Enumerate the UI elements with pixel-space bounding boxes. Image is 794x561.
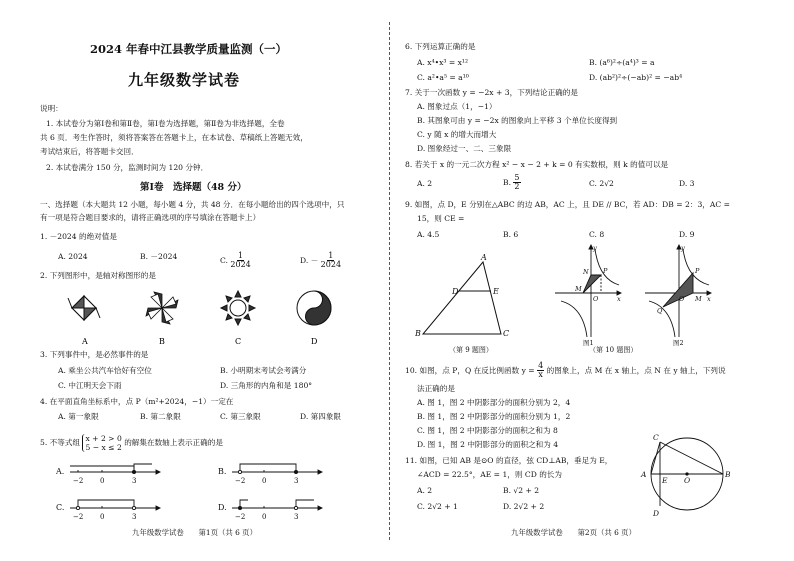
fig10-g1-p: P [603, 267, 608, 275]
q10-denominator: x [538, 370, 543, 380]
q9-option-b: B. 6 [503, 230, 519, 239]
fig10-g1-n: N [583, 268, 589, 276]
q10-option-b: B. 图 1，图 2 中阴影部分的面积分别为 1，2 [417, 412, 571, 421]
exam-page-1 [0, 0, 387, 561]
q6-option-a: A. x⁴•x³ = x¹² [417, 58, 469, 67]
fig11-label-e: E [662, 476, 668, 485]
notes-heading: 说明： [40, 104, 63, 113]
fig10-graph-1 [555, 245, 621, 337]
q5-tick-labels [73, 477, 298, 521]
question-8: 8. 若关于 x 的一元二次方程 x² − x − 2 + k = 0 有实数根，则 k 的值可以是 [405, 160, 669, 169]
fig10-g2-p: P [695, 267, 700, 275]
exam-title: 2024 年春中江县教学质量监测（一） [90, 42, 288, 56]
q11-option-a: A. 2 [417, 486, 433, 495]
q5-option-d-numberline [218, 500, 322, 512]
q10-fraction [537, 362, 544, 380]
q5-inequality-1: x + 2 > 0 [85, 434, 122, 443]
q1-option-c [220, 252, 251, 270]
page-divider [389, 22, 390, 540]
q5-option-c-numberline [56, 500, 160, 512]
q10-option-a: A. 图 1，图 2 中阴影部分的面积分别为 2，4 [417, 398, 571, 407]
q5-a-tick-0: 0 [100, 477, 105, 485]
q8-option-c: C. 2√2 [589, 179, 614, 188]
question-6: 6. 下列运算正确的是 [405, 42, 476, 51]
q1-option-b: B. －2024 [140, 252, 178, 261]
question-11-line-b: ∠ACD = 22.5°，AE = 1，则 CD 的长为 [417, 470, 562, 479]
q2-figures [66, 288, 366, 346]
q5-a-tick-neg2: −2 [73, 477, 84, 485]
q3-option-a: A. 乘坐公共汽车恰好有空位 [58, 366, 152, 375]
q8-b-numerator: 5 [514, 173, 520, 182]
question-5 [40, 434, 223, 452]
question-9-line-a: 9. 如图，点 D，E 分别在△ABC 的边 AB，AC 上，且 DE // BC，若 AD：DB = 2：3，AC = [405, 200, 730, 209]
exam-subtitle: 九年级数学试卷 [128, 71, 241, 89]
fig10-sub-2: 图2 [673, 339, 684, 347]
q6-option-b: B. (a⁶)²÷(a⁴)³ = a [589, 58, 655, 67]
fig11-label-b: B [725, 470, 731, 479]
q1-option-a: A. 2024 [58, 252, 88, 261]
q10-option-d: D. 图 1，图 2 中阴影部分的面积之和为 4 [417, 440, 559, 449]
question-7: 7. 关于一次函数 y = −2x + 3，下列结论正确的是 [405, 88, 578, 97]
q5-option-c-label: C. [56, 503, 65, 512]
q1-c-denominator: 2024 [230, 260, 251, 270]
fig9-label-b: B [415, 329, 421, 338]
q9-option-a: A. 4.5 [417, 230, 440, 239]
q3-option-c: C. 中江明天会下雨 [58, 381, 122, 390]
q4-option-c: C. 第三象限 [220, 412, 261, 421]
q1-option-d-fraction [321, 252, 341, 270]
page-2-footer: 九年级数学试卷 第2页（共 6 页） [511, 528, 636, 537]
fig10-g1-y: y [593, 244, 597, 252]
q5-d-tick-3: 3 [294, 513, 299, 521]
q2-figure-d-taiji [297, 291, 331, 325]
question-10-line-c: 法正确的是 [417, 384, 455, 393]
question-10-line-a [405, 362, 726, 380]
q5-a-tick-3: 3 [132, 477, 137, 485]
fig10-g2-y: y [681, 244, 685, 252]
q8-option-b-label: B. [503, 177, 511, 187]
q5-number-lines [56, 458, 376, 522]
figure-9-triangle [415, 250, 535, 356]
q8-option-d: D. 3 [679, 179, 695, 188]
q2-label-d: D [311, 337, 318, 346]
question-1: 1. －2024 的绝对值是 [40, 232, 117, 241]
question-2: 2. 下列图形中，是轴对称图形的是 [40, 271, 156, 280]
q5-d-tick-neg2: −2 [235, 513, 246, 521]
fig9-label-a: A [481, 253, 487, 262]
fig11-label-o: O [684, 476, 691, 485]
q1-c-numerator: 1 [238, 251, 244, 260]
q5-c-tick-neg2: −2 [73, 513, 84, 521]
q9-option-c: C. 8 [589, 230, 605, 239]
q2-label-b: B [159, 337, 165, 346]
q6-option-d: D. (ab²)²÷(−ab)² = −ab⁴ [589, 73, 683, 82]
q3-option-b: B. 小明期末考试会考满分 [220, 366, 307, 375]
q11-option-b: B. √2 + 2 [503, 486, 540, 495]
q5-option-a-numberline [56, 464, 160, 476]
q10-option-c: C. 图 1，图 2 中阴影部分的面积之和为 8 [417, 426, 558, 435]
q5-b-tick-3: 3 [294, 477, 299, 485]
q5-inequality-system [82, 434, 121, 452]
q4-option-a: A. 第一象限 [58, 412, 99, 421]
fig9-label-c: C [503, 329, 510, 338]
fig11-label-d: D [653, 509, 660, 518]
q5-b-tick-neg2: −2 [235, 477, 246, 485]
note-1-line-a: 1. 本试卷分为第Ⅰ卷和第Ⅱ卷，第Ⅰ卷为选择题，第Ⅱ卷为非选择题，全卷 [46, 119, 285, 128]
fig11-label-c: C [653, 433, 659, 442]
instructions-line-b: 有一项是符合题目要求的，请将正确选项的序号填涂在答题卡上） [40, 213, 261, 222]
note-1-line-c: 考试结束后，将答题卡交回． [40, 147, 139, 156]
fig10-g2-x: x [707, 295, 711, 303]
question-4: 4. 在平面直角坐标系中，点 P（m²+2024，−1）一定在 [40, 397, 234, 406]
q6-option-c: C. a²•a⁵ = a¹⁰ [417, 73, 469, 82]
q5-option-b-label: B. [218, 467, 227, 476]
q7-option-d: D. 图象经过一、二、三象限 [417, 144, 512, 153]
fig9-label-e: E [493, 287, 499, 296]
q10-text-a: 10. 如图，点 P，Q 在反比例函数 y = [405, 365, 535, 375]
q2-label-a: A [82, 337, 88, 346]
figure-10-graphs [553, 243, 733, 356]
fig10-graph-2 [645, 245, 711, 337]
q5-c-tick-0: 0 [100, 513, 105, 521]
q2-figure-c-sun [221, 291, 255, 325]
q5-inequality-2: 5 − x ≤ 2 [85, 443, 122, 453]
q1-option-d-label: D. － [300, 255, 319, 265]
section-title: 第Ⅰ卷 选择题（48 分） [140, 182, 247, 193]
fig9-caption: （第 9 题图） [449, 346, 493, 354]
q5-option-a-label: A. [56, 467, 65, 476]
question-11-line-a: 11. 如图，已知 AB 是⊙O 的直径，弦 CD⊥AB，垂足为 E， [405, 456, 613, 465]
fig10-g2-o: O [679, 295, 685, 303]
fig9-label-d: D [452, 287, 459, 296]
q5-option-b-numberline [218, 464, 322, 476]
q8-b-denominator: 2 [514, 182, 520, 192]
q10-text-b: 的图象上，点 M 在 x 轴上，点 N 在 y 轴上，下列说 [546, 365, 726, 375]
q1-option-d [300, 252, 341, 270]
fig10-sub-1: 图1 [583, 339, 594, 347]
q11-option-d: D. 2√2 + 2 [503, 502, 545, 511]
exam-page-2 [393, 0, 794, 561]
q1-d-denominator: 2024 [320, 260, 342, 270]
instructions-line-a: 一、选择题（本大题共 12 小题，每小题 4 分，共 48 分．在每小题给出的四个选项中，只 [40, 200, 345, 209]
q9-option-d: D. 9 [679, 230, 695, 239]
q5-b-tick-0: 0 [262, 477, 267, 485]
fig10-g2-m: M [695, 295, 702, 303]
q5-d-tick-0: 0 [262, 513, 267, 521]
q2-figure-b-windmill [146, 292, 178, 324]
fig10-caption: （第 10 题图） [589, 346, 638, 354]
fig10-g2-q: Q [657, 307, 663, 315]
fig10-g1-o: O [593, 295, 599, 303]
question-9-line-b: 15，则 CE = [417, 214, 465, 223]
q4-option-b: B. 第二象限 [140, 412, 181, 421]
q11-option-c: C. 2√2 + 1 [417, 502, 458, 511]
q10-numerator: 4 [538, 361, 544, 370]
q2-figure-a-pinwheel [68, 296, 100, 320]
q3-option-d: D. 三角形的内角和是 180° [220, 381, 313, 390]
q8-option-b-fraction [513, 174, 520, 192]
note-2: 2. 本试卷满分 150 分，监测时间为 120 分钟． [46, 163, 209, 172]
q8-option-b [503, 174, 521, 192]
q5-text-b: 的解集在数轴上表示正确的是 [124, 438, 223, 448]
q4-option-d: D. 第四象限 [300, 412, 342, 421]
question-3: 3. 下列事件中，是必然事件的是 [40, 350, 149, 359]
q2-label-c: C [235, 337, 242, 346]
q7-option-a: A. 图象过点（1，−1） [417, 102, 497, 111]
figure-11-circle [633, 430, 733, 518]
q5-text-a: 5. 不等式组 [40, 438, 81, 448]
fig10-g1-x: x [617, 295, 621, 303]
q7-option-b: B. 其图象可由 y = −2x 的图象向上平移 3 个单位长度得到 [417, 116, 618, 125]
q1-option-c-label: C. [220, 255, 228, 265]
q7-option-c: C. y 随 x 的增大而增大 [417, 130, 497, 139]
fig10-g1-m: M [575, 285, 582, 293]
note-1-line-b: 共 6 页．考生作答时，须将答案答在答题卡上，在本试卷、草稿纸上答题无效， [40, 133, 308, 142]
q1-d-numerator: 1 [328, 251, 334, 260]
page-1-footer: 九年级数学试卷 第1页（共 6 页） [132, 528, 257, 537]
q5-c-tick-3: 3 [132, 513, 137, 521]
q5-option-d-label: D. [218, 503, 227, 512]
q8-option-a: A. 2 [417, 179, 433, 188]
fig11-label-a: A [641, 470, 647, 479]
q1-option-c-fraction [230, 252, 250, 270]
